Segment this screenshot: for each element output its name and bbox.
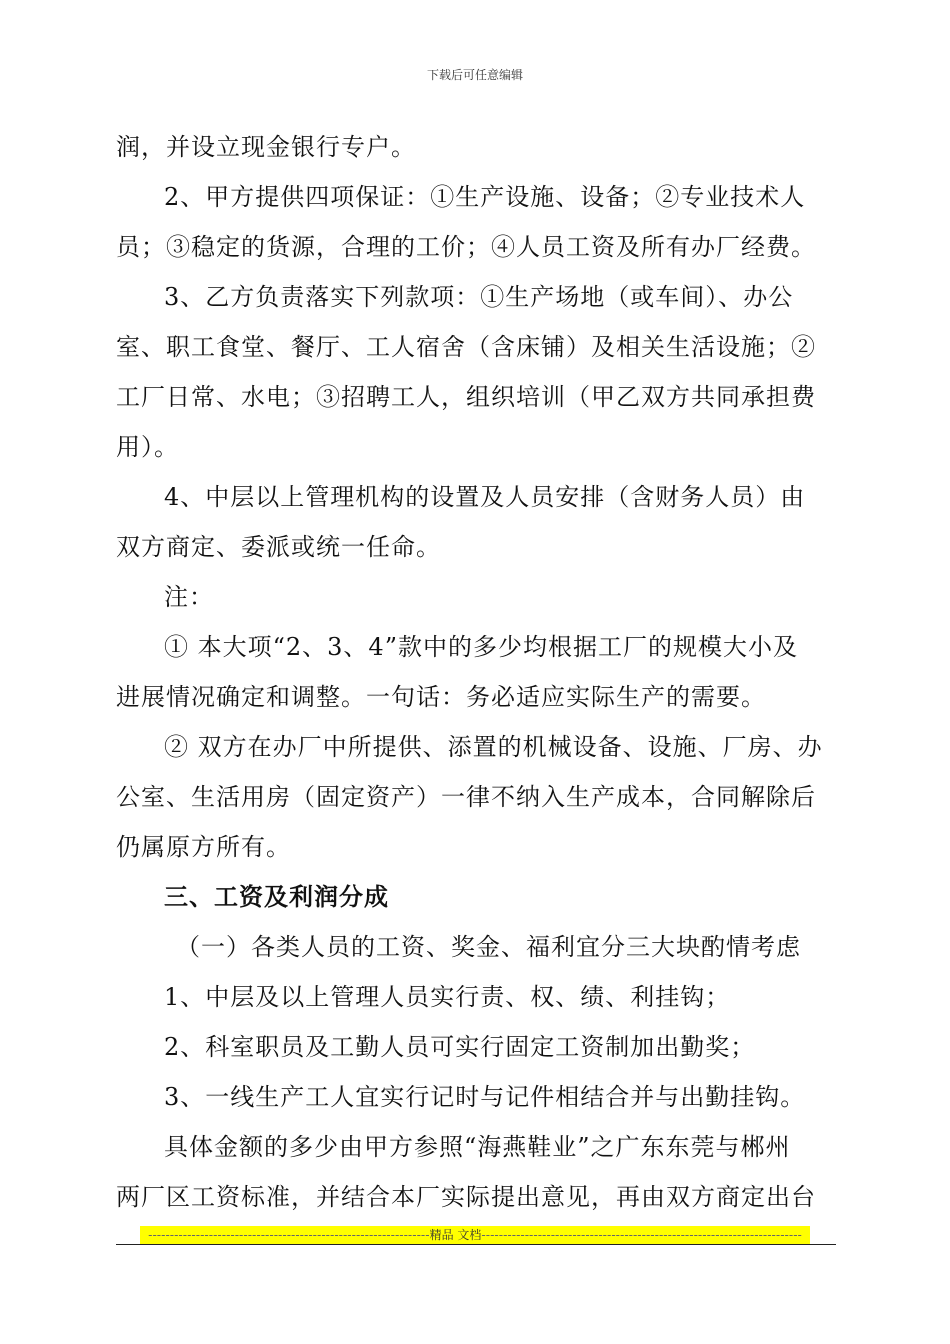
document-body [116,122,836,1222]
paragraph-line: 3、乙方负责落实下列款项：①生产场地（或车间）、办公 [164,283,794,311]
paragraph-line: ② 双方在办厂中所提供、添置的机械设备、设施、厂房、办 [164,733,823,761]
paragraph-line: 1、中层及以上管理人员实行责、权、绩、利挂钩； [164,983,731,1011]
paragraph-line: 工厂日常、水电；③招聘工人，组织培训（甲乙双方共同承担费 [116,383,816,411]
section-heading: 三、工资及利润分成 [164,883,389,911]
paragraph-line: 仍属原方所有。 [116,833,291,861]
paragraph-line: 用）。 [116,433,179,461]
paragraph-line: 公室、生活用房（固定资产）一律不纳入生产成本，合同解除后 [116,783,816,811]
paragraph-line: 润，并设立现金银行专户。 [116,133,416,161]
paragraph-line: 两厂区工资标准，并结合本厂实际提出意见，再由双方商定出台 [116,1183,816,1211]
footer-watermark-bar [140,1226,810,1244]
paragraph-line: 3、一线生产工人宜实行记时与记件相结合并与出勤挂钩。 [164,1083,806,1111]
paragraph-line: 室、职工食堂、餐厅、工人宿舍（含床铺）及相关生活设施；② [116,333,816,361]
footer-dashes-right: -------------------------------------------------------------------------- [481,1228,802,1242]
paragraph-line: 4、中层以上管理机构的设置及人员安排（含财务人员）由 [164,483,806,511]
footer-dashes-left: ----------------------------------------------------------------- [148,1228,430,1242]
note-label: 注： [164,583,214,611]
subsection-heading: （一）各类人员的工资、奖金、福利宜分三大块酌情考虑 [176,933,801,961]
paragraph-line: 2、科室职员及工勤人员可实行固定工资制加出勤奖； [164,1033,756,1061]
paragraph-line: 2、甲方提供四项保证：①生产设施、设备；②专业技术人 [164,183,806,211]
footer-label: 精品 文档 [429,1228,482,1242]
footer-divider [116,1244,836,1245]
paragraph-line: 具体金额的多少由甲方参照“海燕鞋业”之广东东莞与郴州 [164,1133,791,1161]
paragraph-line: 员；③稳定的货源，合理的工价；④人员工资及所有办厂经费。 [116,233,816,261]
paragraph-line: ① 本大项“2、3、4”款中的多少均根据工厂的规模大小及 [164,633,798,661]
page-header: 下载后可任意编辑 [426,68,523,82]
paragraph-line: 进展情况确定和调整。一句话：务必适应实际生产的需要。 [116,683,766,711]
paragraph-line: 双方商定、委派或统一任命。 [116,533,441,561]
